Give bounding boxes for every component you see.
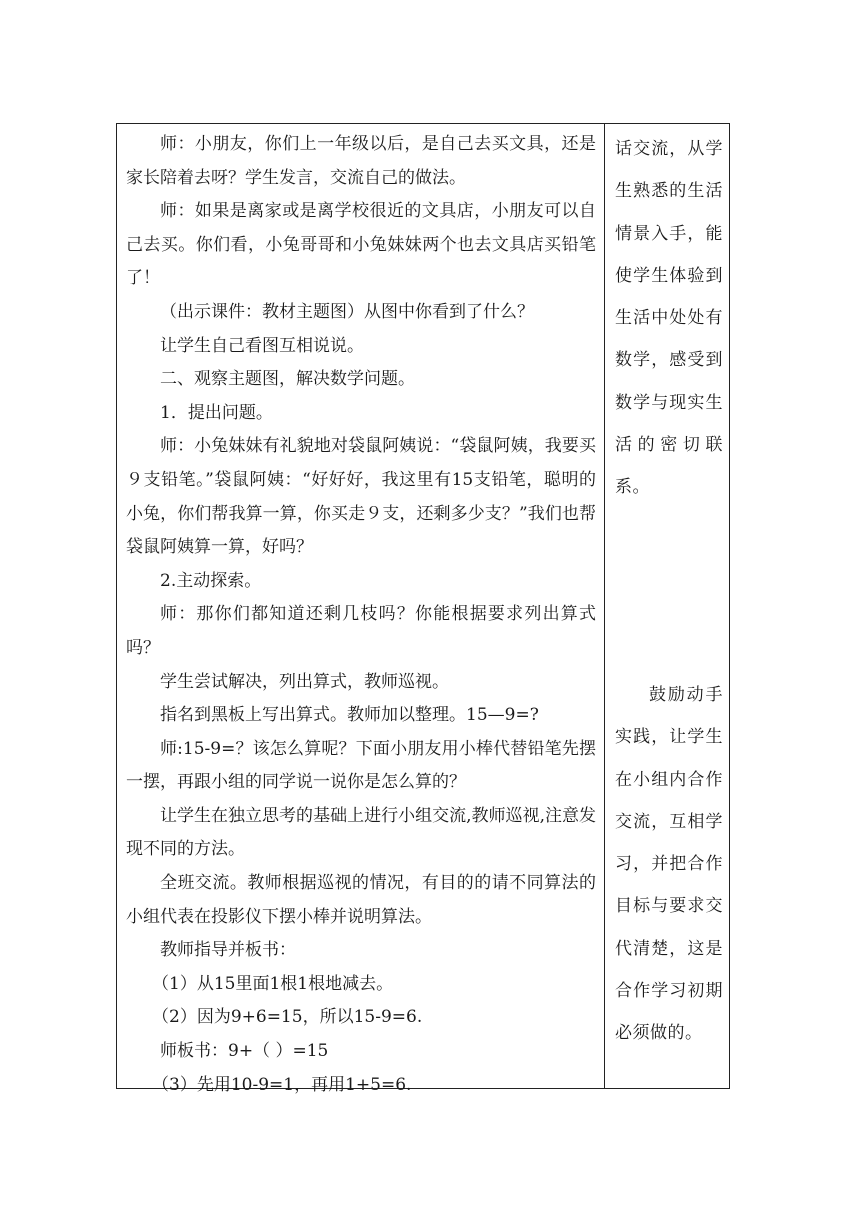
paragraph: 指名到黑板上写出算式。教师加以整理。15—9=? — [160, 705, 539, 726]
paragraph: 让学生在独立思考的基础上进行小组交流,教师巡视,注意发现不同的方法。 — [126, 805, 596, 860]
board-writing: 师板书：9+（ ）=15 — [160, 1041, 329, 1062]
section-heading: 二、观察主题图，解决数学问题。 — [160, 369, 415, 390]
paragraph: 学生尝试解决，列出算式，教师巡视。 — [160, 671, 449, 692]
paragraph: 让学生自己看图互相说说。 — [160, 335, 364, 356]
paragraph: 师：小兔妹妹有礼貌地对袋鼠阿姨说：“袋鼠阿姨，我要买９支铅笔。”袋鼠阿姨：“好好好，我这里有15支铅笔，聪明的小兔，你们帮我算一算，你买走９支，还剩多少支？”我们也帮袋鼠阿姨算一算，好吗？ — [126, 436, 596, 558]
design-note-1 — [615, 128, 723, 509]
paragraph: 全班交流。教师根据巡视的情况，有目的的请不同算法的小组代表在投影仪下摆小棒并说明算法。 — [126, 873, 596, 927]
method-item: （2）因为9+6=15，所以15-9=6. — [152, 1007, 423, 1028]
teaching-process-column — [117, 124, 605, 1095]
design-intent-column — [605, 124, 729, 1088]
paragraph: （出示课件：教材主题图）从图中你看到了什么？ — [160, 301, 534, 322]
paragraph: 师：如果是离家或是离学校很近的文具店，小朋友可以自己去买。你们看，小兔哥哥和小兔妹妹两个也去文具店买铅笔了！ — [126, 201, 596, 289]
design-note-text: 鼓励动手实践，让学生在小组内合作交流，互相学习，并把合作目标与要求交代清楚，这是合作学习初期必须做的。 — [615, 685, 723, 1044]
subsection-heading: 2.主动探索。 — [160, 570, 262, 591]
paragraph: 师:15-9=？该怎么算呢？下面小朋友用小棒代替铅笔先摆一摆，再跟小组的同学说一说你是怎么算的？ — [126, 738, 596, 793]
subsection-heading: 1．提出问题。 — [160, 402, 273, 423]
design-note-2 — [615, 674, 723, 1055]
lesson-table — [116, 123, 730, 1095]
paragraph: 教师指导并板书： — [160, 940, 296, 961]
design-note-text: 话交流，从学生熟悉的生活情景入手，能使学生体验到生活中处处有数学，感受到数学与现实生活的密切联系。 — [615, 139, 723, 498]
paragraph: 师：小朋友，你们上一年级以后，是自己去买文具，还是家长陪着去呀？学生发言，交流自己的做法。 — [126, 134, 596, 188]
method-item: （3）先用10-9=1，再用1+5=6. — [152, 1074, 412, 1095]
method-item: （1）从15里面1根1根地减去。 — [152, 973, 394, 994]
paragraph: 师：那你们都知道还剩几枝吗？你能根据要求列出算式吗？ — [126, 604, 596, 658]
